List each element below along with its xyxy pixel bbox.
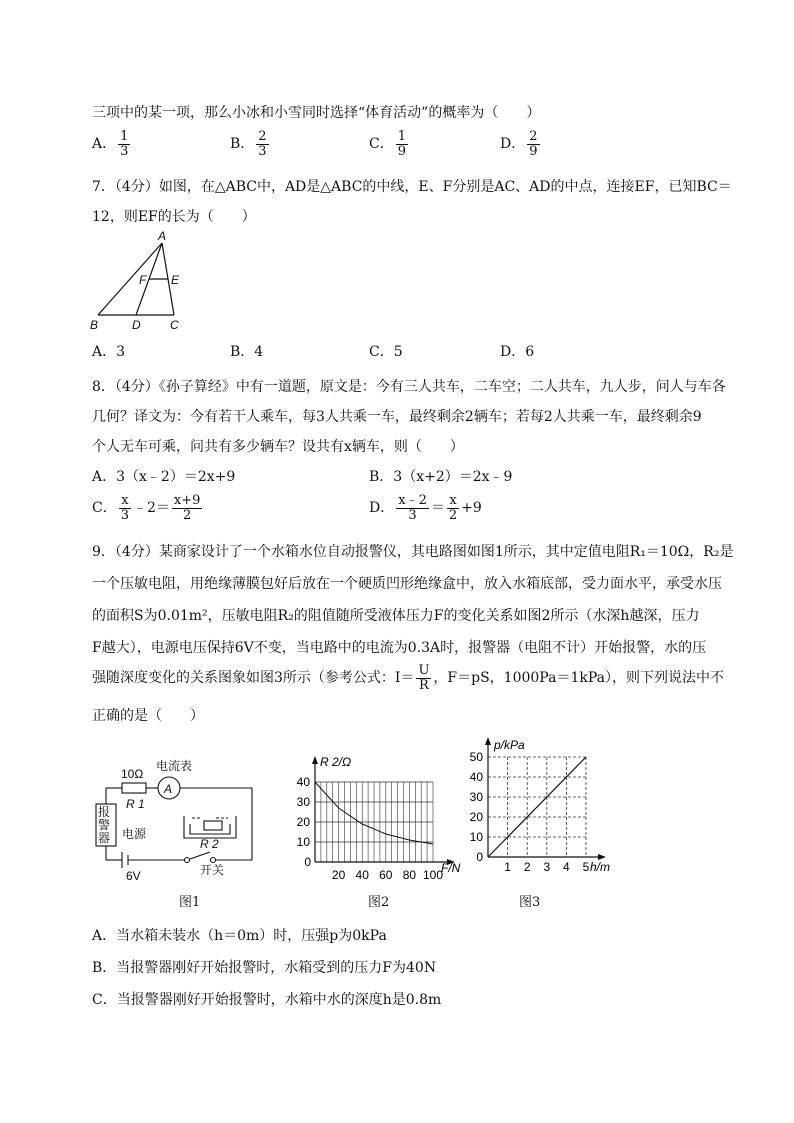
q8-stem-line3: 个人无车可乘，问共有多少辆车？设共有x辆车，则（ ） bbox=[92, 439, 464, 455]
y-tick-label: 20 bbox=[296, 815, 310, 829]
y-tick-label: 0 bbox=[476, 850, 483, 864]
x-tick-label: 3 bbox=[543, 860, 551, 874]
q8-option-d: D． $\frac{x﹣2}{3}$ ＝ $\frac{x}{2}$ +9 bbox=[369, 493, 482, 523]
water-tank bbox=[184, 816, 236, 838]
x-tick-label: 20 bbox=[331, 868, 346, 882]
q9-option-b: B．当报警器刚好开始报警时，水箱受到的压力F为40N bbox=[92, 960, 437, 976]
q7-option-b: B．4 bbox=[230, 344, 264, 360]
y-axis-label: p/kPa bbox=[494, 738, 525, 752]
r2-label: R 2 bbox=[200, 837, 219, 851]
q7-option-d: D．6 bbox=[500, 344, 535, 360]
q7-stem-line2: 12，则EF的长为（ ） bbox=[92, 209, 256, 225]
y-tick-label: 0 bbox=[304, 855, 311, 869]
switch-label: 开关 bbox=[200, 863, 225, 877]
x-tick-label: 40 bbox=[355, 868, 369, 882]
x-tick-label: 2 bbox=[523, 860, 531, 874]
resistor-r1 bbox=[122, 783, 146, 793]
x-tick-label: 1 bbox=[504, 860, 511, 874]
y-axis-label: R 2/Ω bbox=[320, 755, 352, 769]
q6-option-b: B． $\frac{2}{3}$ bbox=[230, 129, 267, 159]
q9-stem-line6: 正确的是（ ） bbox=[92, 708, 204, 724]
y-tick-label: 30 bbox=[296, 795, 310, 809]
q7-option-a: A．3 bbox=[92, 344, 126, 360]
x-axis-label: F/N bbox=[441, 861, 461, 875]
q6-option-a: A． $\frac{1}{3}$ bbox=[92, 129, 129, 159]
q9-circuit-figure bbox=[92, 758, 262, 883]
x-tick-label: 80 bbox=[402, 868, 417, 882]
label-a: A bbox=[158, 230, 167, 243]
label-b: B bbox=[90, 318, 99, 332]
switch-lever bbox=[190, 852, 210, 859]
q9-stem-line4: F越大），电源电压保持6V不变，当电路中的电流为0.3A时，报警器（电阻不计）开始报警，水的压 bbox=[92, 640, 707, 656]
q9-chart-resistance bbox=[285, 752, 470, 882]
x-tick-label: 60 bbox=[379, 868, 393, 882]
resistor-r2 bbox=[204, 821, 222, 830]
q9-option-a: A．当水箱未装水（h＝0m）时，压强p为0kPa bbox=[92, 928, 387, 944]
q9-stem-line2: 一个压敏电阻，用绝缘薄膜包好后放在一个硬质凹形绝缘盒中，放入水箱底部，受力面水平，承受水压 bbox=[92, 576, 722, 592]
y-tick-label: 40 bbox=[469, 770, 483, 784]
q8-stem-line1: 8．（4分）《孙子算经》中有一道题，原文是：今有三人共车，二车空；二人共车，九人步，问人与车各 bbox=[92, 379, 726, 395]
y-tick-label: 20 bbox=[469, 810, 483, 824]
y-axis-arrow bbox=[485, 737, 491, 745]
power-label: 电源 bbox=[122, 827, 147, 841]
r1-label: R 1 bbox=[126, 797, 145, 811]
q9-stem-line3: 的面积S为0.01m²，压敏电阻R₂的阻值随所受液体压力F的变化关系如图2所示（水深h越深，压力 bbox=[92, 608, 700, 624]
label-c: C bbox=[170, 318, 179, 332]
q8-option-a: A．3（x﹣2）＝2x+9 bbox=[92, 469, 236, 485]
x-tick-label: 4 bbox=[563, 860, 570, 874]
ammeter-symbol: A bbox=[164, 782, 173, 796]
ammeter-label: 电流表 bbox=[156, 759, 193, 773]
y-tick-label: 50 bbox=[469, 750, 483, 764]
x-tick-label: 100 bbox=[422, 868, 444, 882]
q9-stem-line5: 强随深度变化的关系图象如图3所示（参考公式：I＝ $\frac{U}{R}$ ，F＝pS，1000Pa＝1kPa），则下列说法中不 bbox=[92, 663, 724, 693]
y-tick-label: 10 bbox=[296, 835, 310, 849]
y-tick-label: 10 bbox=[469, 830, 483, 844]
q6-option-d: D． $\frac{2}{9}$ bbox=[500, 129, 538, 159]
fig2-caption: 图2 bbox=[368, 895, 390, 910]
q9-stem-line1: 9．（4分）某商家设计了一个水箱水位自动报警仪，其电路图如图1所示，其中定值电阻R₁＝10Ω，R₂是 bbox=[92, 544, 734, 560]
q9-option-c: C．当报警器刚好开始报警时，水箱中水的深度h是0.8m bbox=[92, 992, 442, 1008]
x-tick-label: 5 bbox=[582, 860, 590, 874]
label-f: F bbox=[139, 273, 147, 287]
label-d: D bbox=[132, 318, 141, 332]
r1-value: 10Ω bbox=[121, 767, 144, 781]
q8-stem-line2: 几何？译文为：今有若干人乘车，每3人共乘一车，最终剩余2辆车；若每2人共乘一车，最终剩余9 bbox=[92, 409, 702, 425]
voltage-label: 6V bbox=[126, 869, 141, 883]
fig3-caption: 图3 bbox=[519, 895, 541, 910]
q6-stem: 三项中的某一项，那么小冰和小雪同时选择“体育活动”的概率为（ ） bbox=[92, 105, 541, 121]
alarm-label: 报警器 bbox=[98, 805, 111, 845]
series-pressure-line bbox=[488, 757, 586, 857]
y-axis-arrow bbox=[312, 756, 318, 764]
fig1-caption: 图1 bbox=[179, 895, 201, 910]
y-tick-label: 30 bbox=[469, 790, 483, 804]
q7-option-c: C．5 bbox=[369, 344, 403, 360]
q8-option-b: B．3（x+2）＝2x﹣9 bbox=[369, 469, 513, 485]
q8-option-c: C． $\frac{x}{3}$ ﹣2＝ $\frac{x+9}{2}$ bbox=[92, 493, 201, 523]
q6-option-c: C． $\frac{1}{9}$ bbox=[369, 129, 406, 159]
label-e: E bbox=[171, 273, 180, 287]
x-axis-label: h/m bbox=[590, 860, 611, 874]
q7-stem-line1: 7．（4分）如图，在△ABC中，AD是△ABC的中线，E、F分别是AC、AD的中点，连接EF，已知BC＝ bbox=[92, 179, 732, 195]
q9-chart-pressure bbox=[450, 735, 630, 880]
q7-triangle-figure bbox=[88, 230, 198, 335]
y-tick-label: 40 bbox=[296, 775, 310, 789]
